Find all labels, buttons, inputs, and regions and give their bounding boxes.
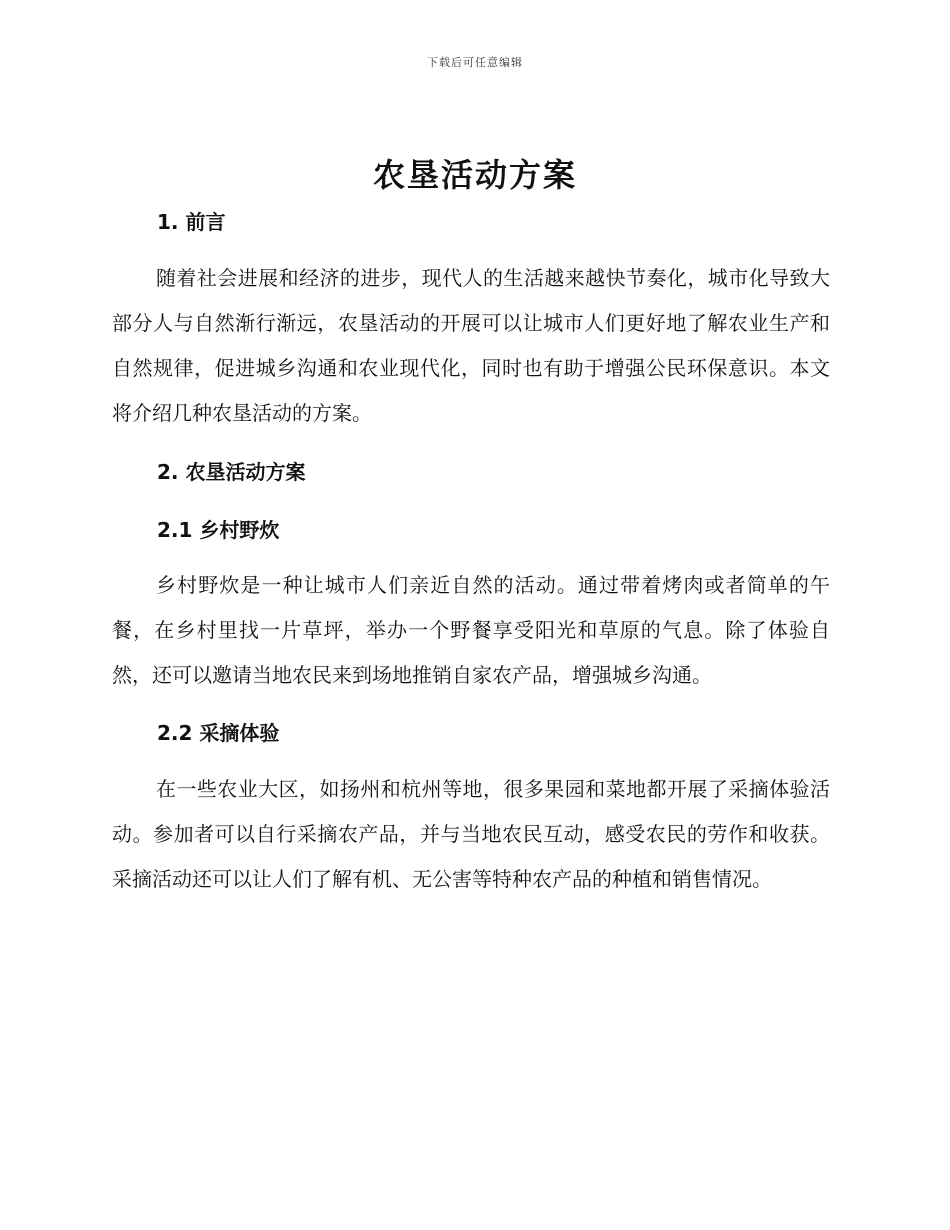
page-header-note: 下载后可任意编辑 (427, 56, 523, 69)
section-paragraph-picking-experience: 在一些农业大区，如扬州和杭州等地，很多果园和菜地都开展了采摘体验活动。参加者可以自行采摘农产品，并与当地农民互动，感受农民的劳作和收获。采摘活动还可以让人们了解有机、无公害等特种农产品的种植和销售情况。 (112, 777, 830, 891)
section-heading-rural-picnic: 2.1 乡村野炊 (157, 518, 280, 542)
section-heading-plans: 2. 农垦活动方案 (157, 460, 306, 484)
section-heading-preface: 1. 前言 (157, 210, 226, 234)
section-paragraph-rural-picnic: 乡村野炊是一种让城市人们亲近自然的活动。通过带着烤肉或者简单的午餐，在乡村里找一片草坪，举办一个野餐享受阳光和草原的气息。除了体验自然，还可以邀请当地农民来到场地推销自家农产品，增强城乡沟通。 (112, 573, 830, 687)
section-paragraph-preface: 随着社会进展和经济的进步，现代人的生活越来越快节奏化，城市化导致大部分人与自然渐行渐远，农垦活动的开展可以让城市人们更好地了解农业生产和自然规律，促进城乡沟通和农业现代化，同时也有助于增强公民环保意识。本文将介绍几种农垦活动的方案。 (112, 266, 830, 425)
section-heading-picking-experience: 2.2 采摘体验 (157, 721, 280, 745)
document-title: 农垦活动方案 (372, 156, 577, 194)
